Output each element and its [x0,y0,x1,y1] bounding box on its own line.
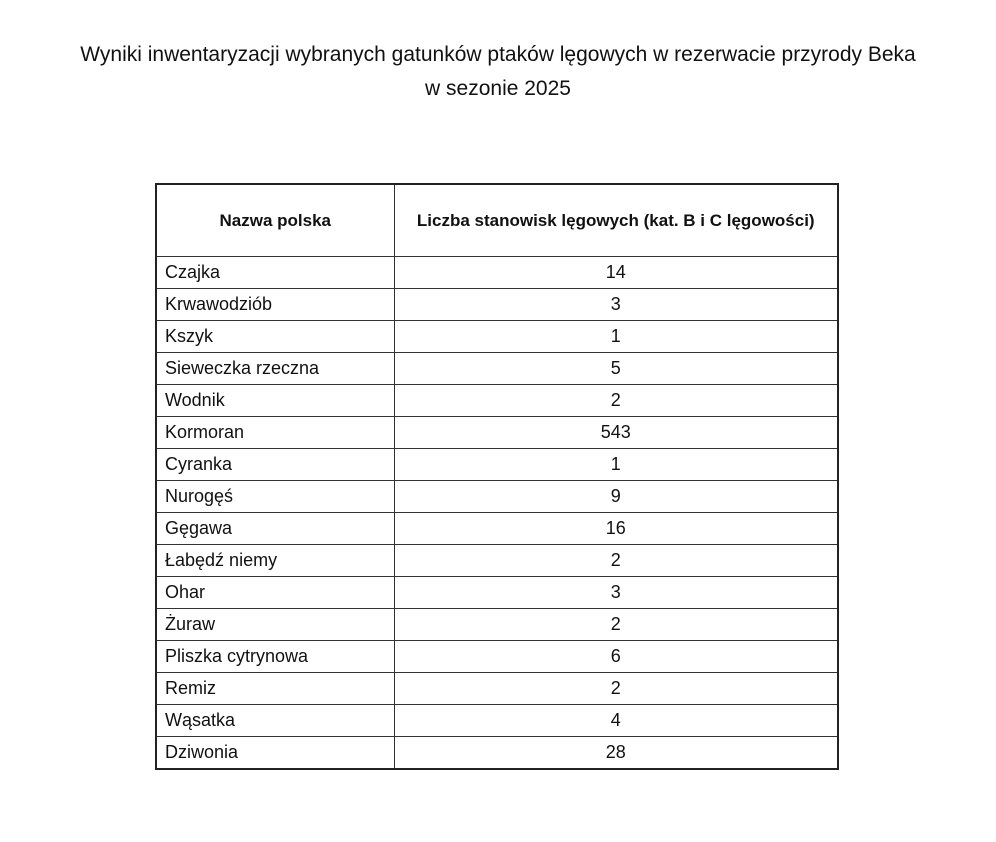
species-name-cell: Sieweczka rzeczna [156,353,394,385]
table-row [156,417,838,449]
species-name-cell: Ohar [156,577,394,609]
table-row [156,737,838,770]
species-name-cell: Czajka [156,257,394,289]
breeding-count-cell: 14 [394,257,838,289]
species-name-cell: Łabędź niemy [156,545,394,577]
table-row [156,449,838,481]
breeding-count-cell: 4 [394,705,838,737]
breeding-count-cell: 3 [394,577,838,609]
breeding-count-cell: 2 [394,609,838,641]
breeding-count-cell: 16 [394,513,838,545]
breeding-count-cell: 543 [394,417,838,449]
breeding-count-cell: 2 [394,385,838,417]
column-header-name: Nazwa polska [156,184,394,257]
breeding-count-cell: 6 [394,641,838,673]
breeding-count-cell: 1 [394,321,838,353]
species-name-cell: Wodnik [156,385,394,417]
page-title-line-2: w sezonie 2025 [425,77,571,100]
table-row [156,321,838,353]
species-name-cell: Wąsatka [156,705,394,737]
table-body [156,257,838,770]
breeding-count-cell: 5 [394,353,838,385]
table-row [156,609,838,641]
species-name-cell: Dziwonia [156,737,394,770]
table-row [156,257,838,289]
bird-inventory-table-container [155,183,837,770]
species-name-cell: Kszyk [156,321,394,353]
breeding-count-cell: 1 [394,449,838,481]
column-header-count: Liczba stanowisk lęgowych (kat. B i C lęgowości) [394,184,838,257]
table-row [156,673,838,705]
species-name-cell: Remiz [156,673,394,705]
species-name-cell: Kormoran [156,417,394,449]
species-name-cell: Krwawodziób [156,289,394,321]
bird-inventory-table [155,183,839,770]
species-name-cell: Cyranka [156,449,394,481]
table-row [156,641,838,673]
breeding-count-cell: 3 [394,289,838,321]
breeding-count-cell: 9 [394,481,838,513]
page-title [20,38,976,106]
table-row [156,513,838,545]
table-row [156,705,838,737]
table-header-row [156,184,838,257]
table-row [156,577,838,609]
species-name-cell: Nurogęś [156,481,394,513]
species-name-cell: Pliszka cytrynowa [156,641,394,673]
table-row [156,481,838,513]
table-row [156,353,838,385]
species-name-cell: Żuraw [156,609,394,641]
species-name-cell: Gęgawa [156,513,394,545]
breeding-count-cell: 2 [394,545,838,577]
table-row [156,289,838,321]
breeding-count-cell: 28 [394,737,838,770]
breeding-count-cell: 2 [394,673,838,705]
table-row [156,385,838,417]
page-title-line-1: Wyniki inwentaryzacji wybranych gatunków ptaków lęgowych w rezerwacie przyrody Beka [80,43,916,66]
table-row [156,545,838,577]
